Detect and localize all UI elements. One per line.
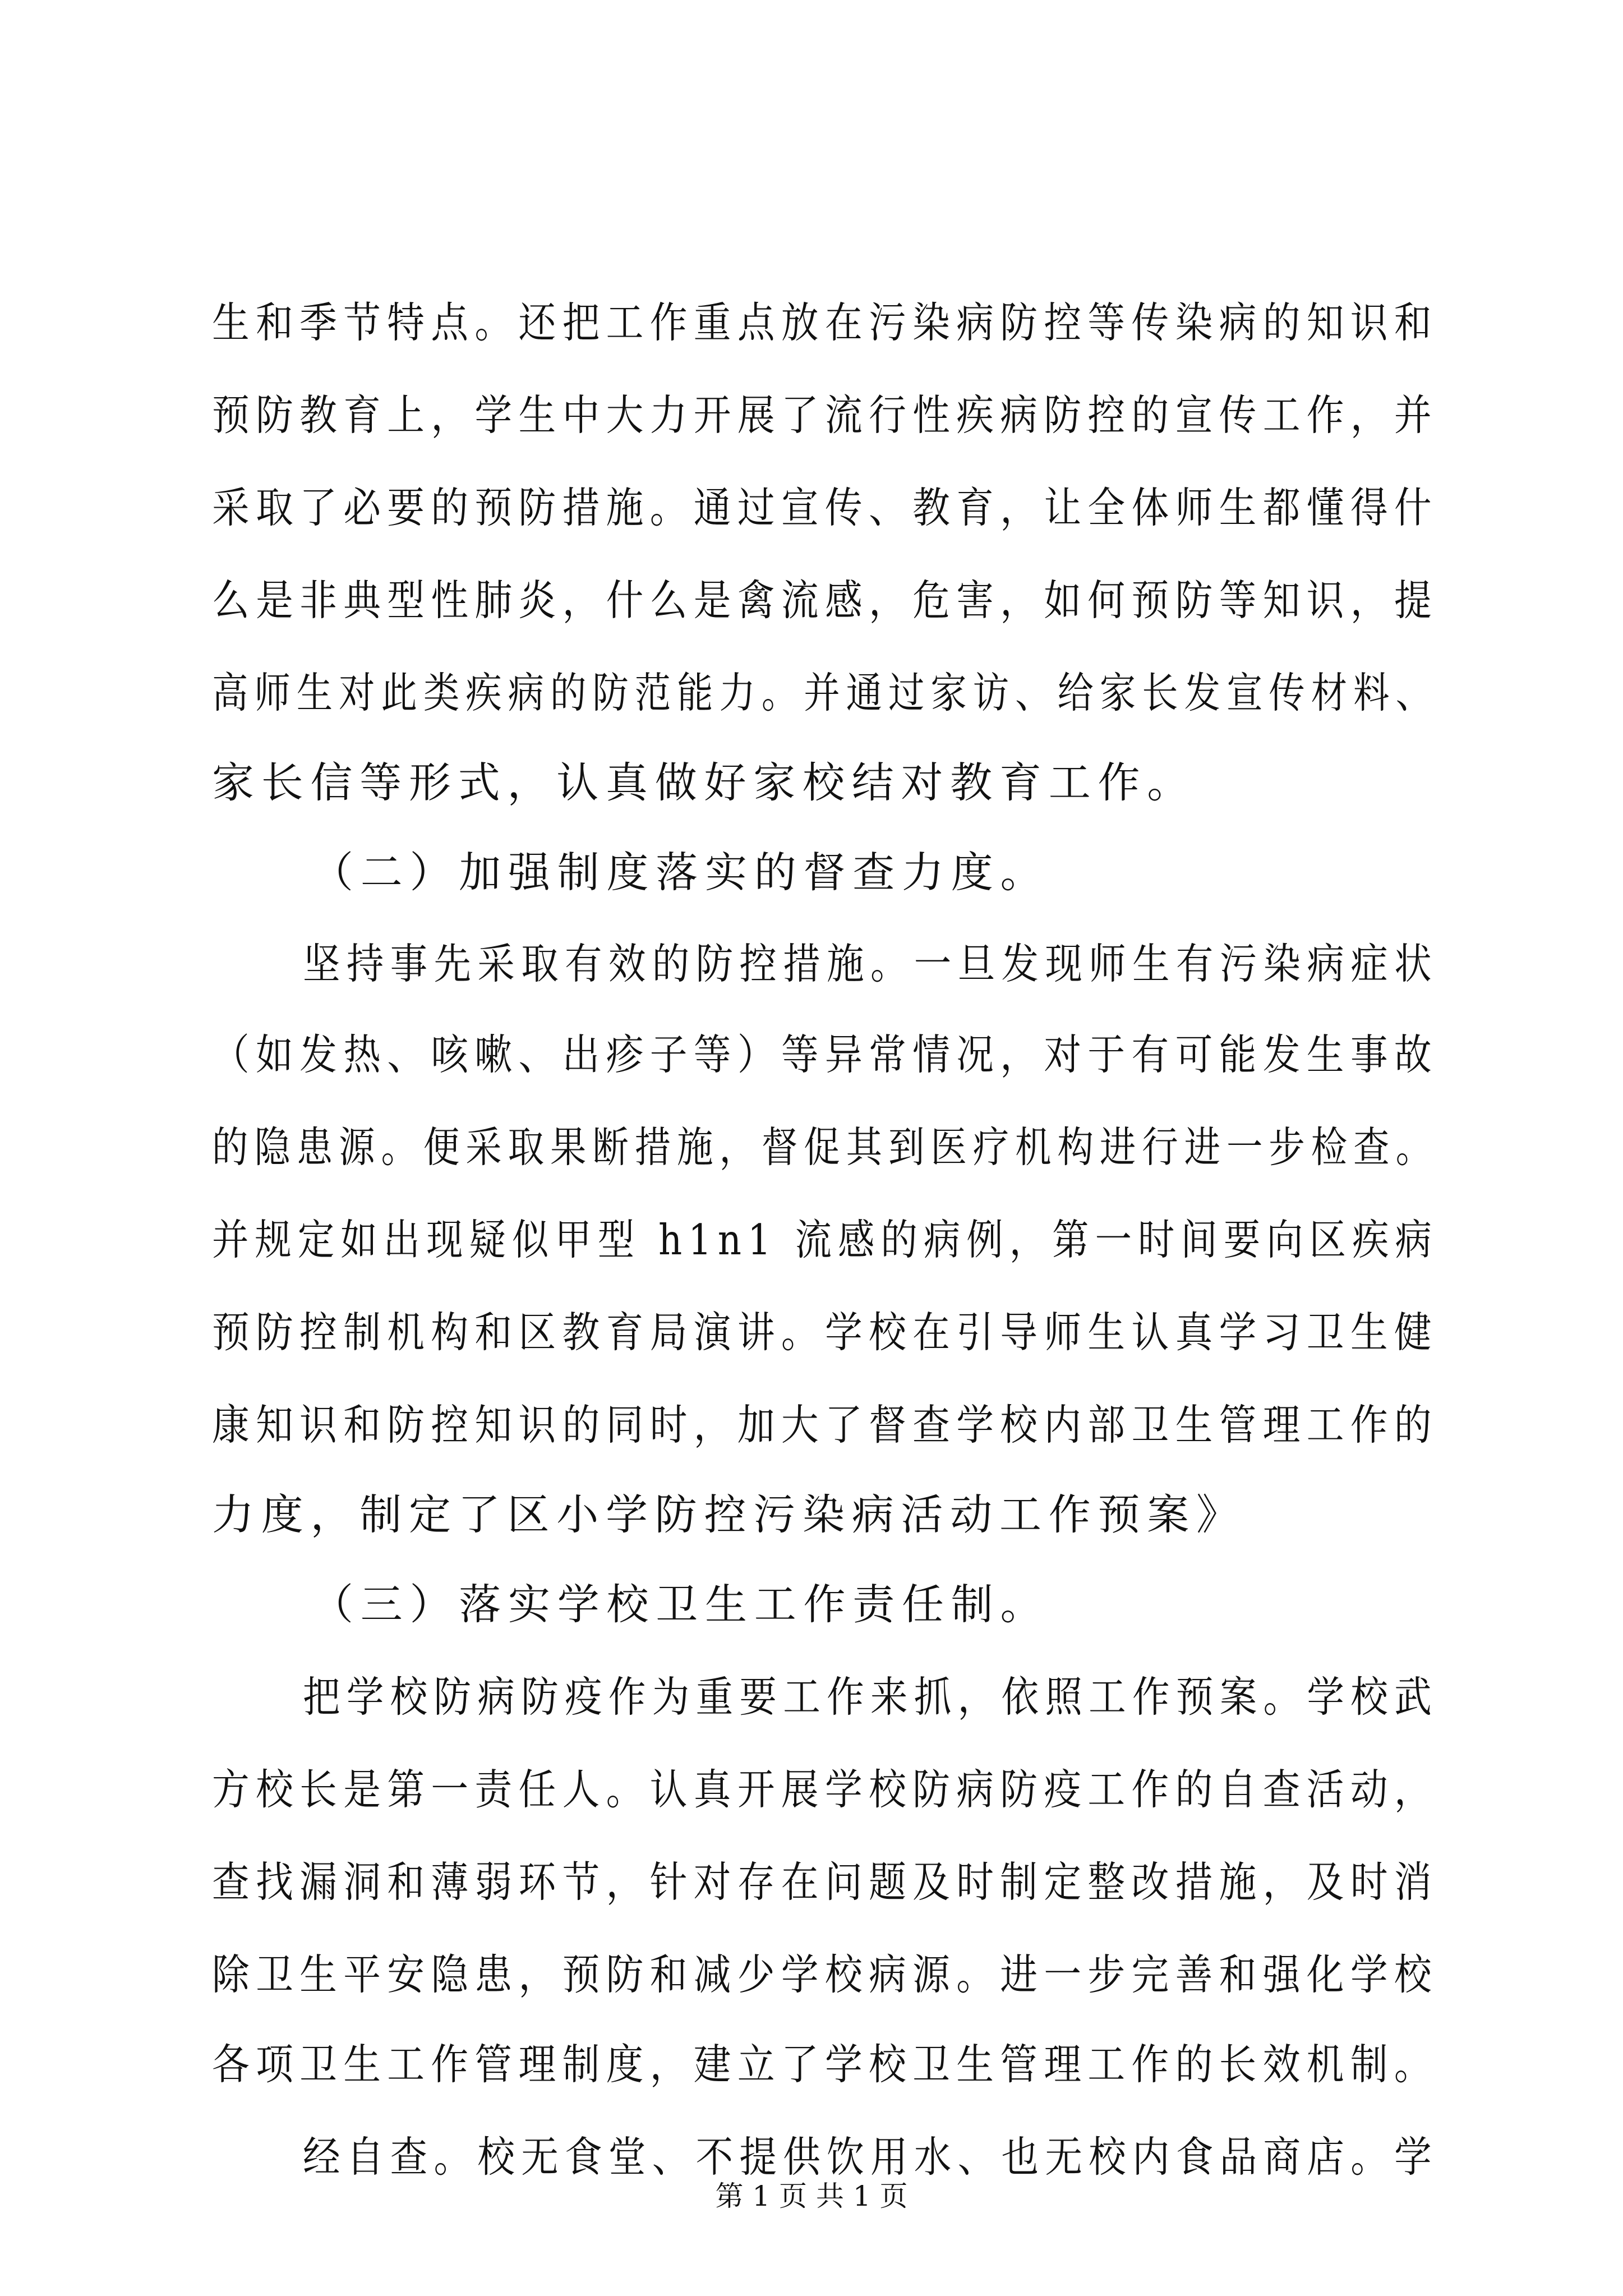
body-text-line: 力度，制定了区小学防控污染病活动工作预案》	[212, 1490, 1246, 1539]
body-text-line: 家长信等形式，认真做好家校结对教育工作。	[212, 758, 1197, 807]
body-text-line: 经自查。校无食堂、不提供饮用水、也无校内食品商店。学	[303, 2132, 1438, 2182]
body-text-line: 生和季节特点。还把工作重点放在污染病防控等传染病的知识和	[212, 298, 1438, 347]
body-text-line: 除卫生平安隐患，预防和减少学校病源。进一步完善和强化学校	[212, 1950, 1438, 1999]
body-text-line: 的隐患源。便采取果断措施，督促其到医疗机构进行进一步检查。	[212, 1122, 1438, 1172]
body-text-line: 康知识和防控知识的同时，加大了督查学校内部卫生管理工作的	[212, 1400, 1438, 1450]
body-text-line: 采取了必要的预防措施。通过宣传、教育，让全体师生都懂得什	[212, 483, 1438, 532]
body-text-line: 坚持事先采取有效的防控措施。一旦发现师生有污染病症状	[303, 939, 1438, 988]
body-text-line: 么是非典型性肺炎，什么是禽流感，危害，如何预防等知识，提	[212, 576, 1438, 625]
body-text-line: 并规定如出现疑似甲型 h1n1 流感的病例，第一时间要向区疾病	[212, 1215, 1438, 1264]
section-heading: （三）落实学校卫生工作责任制。	[311, 1580, 1050, 1629]
body-text-line: 高师生对此类疾病的防范能力。并通过家访、给家长发宣传材料、	[212, 668, 1438, 717]
body-text-line: 预防控制机构和区教育局演讲。学校在引导师生认真学习卫生健	[212, 1308, 1438, 1357]
body-text-line: 方校长是第一责任人。认真开展学校防病防疫工作的自查活动，	[212, 1765, 1438, 1814]
body-text-line: （如发热、咳嗽、出疹子等）等异常情况，对于有可能发生事故	[212, 1030, 1438, 1079]
page-number-footer: 第 1 页 共 1 页	[715, 2180, 908, 2212]
body-text-line: 预防教育上，学生中大力开展了流行性疾病防控的宣传工作，并	[212, 390, 1438, 440]
body-text-line: 把学校防病防疫作为重要工作来抓，依照工作预案。学校武	[303, 1672, 1438, 1722]
body-text-line: 各项卫生工作管理制度，建立了学校卫生管理工作的长效机制。	[212, 2040, 1438, 2089]
section-heading: （二）加强制度落实的督查力度。	[311, 848, 1050, 897]
body-text-line: 查找漏洞和薄弱环节，针对存在问题及时制定整改措施，及时消	[212, 1857, 1438, 1907]
